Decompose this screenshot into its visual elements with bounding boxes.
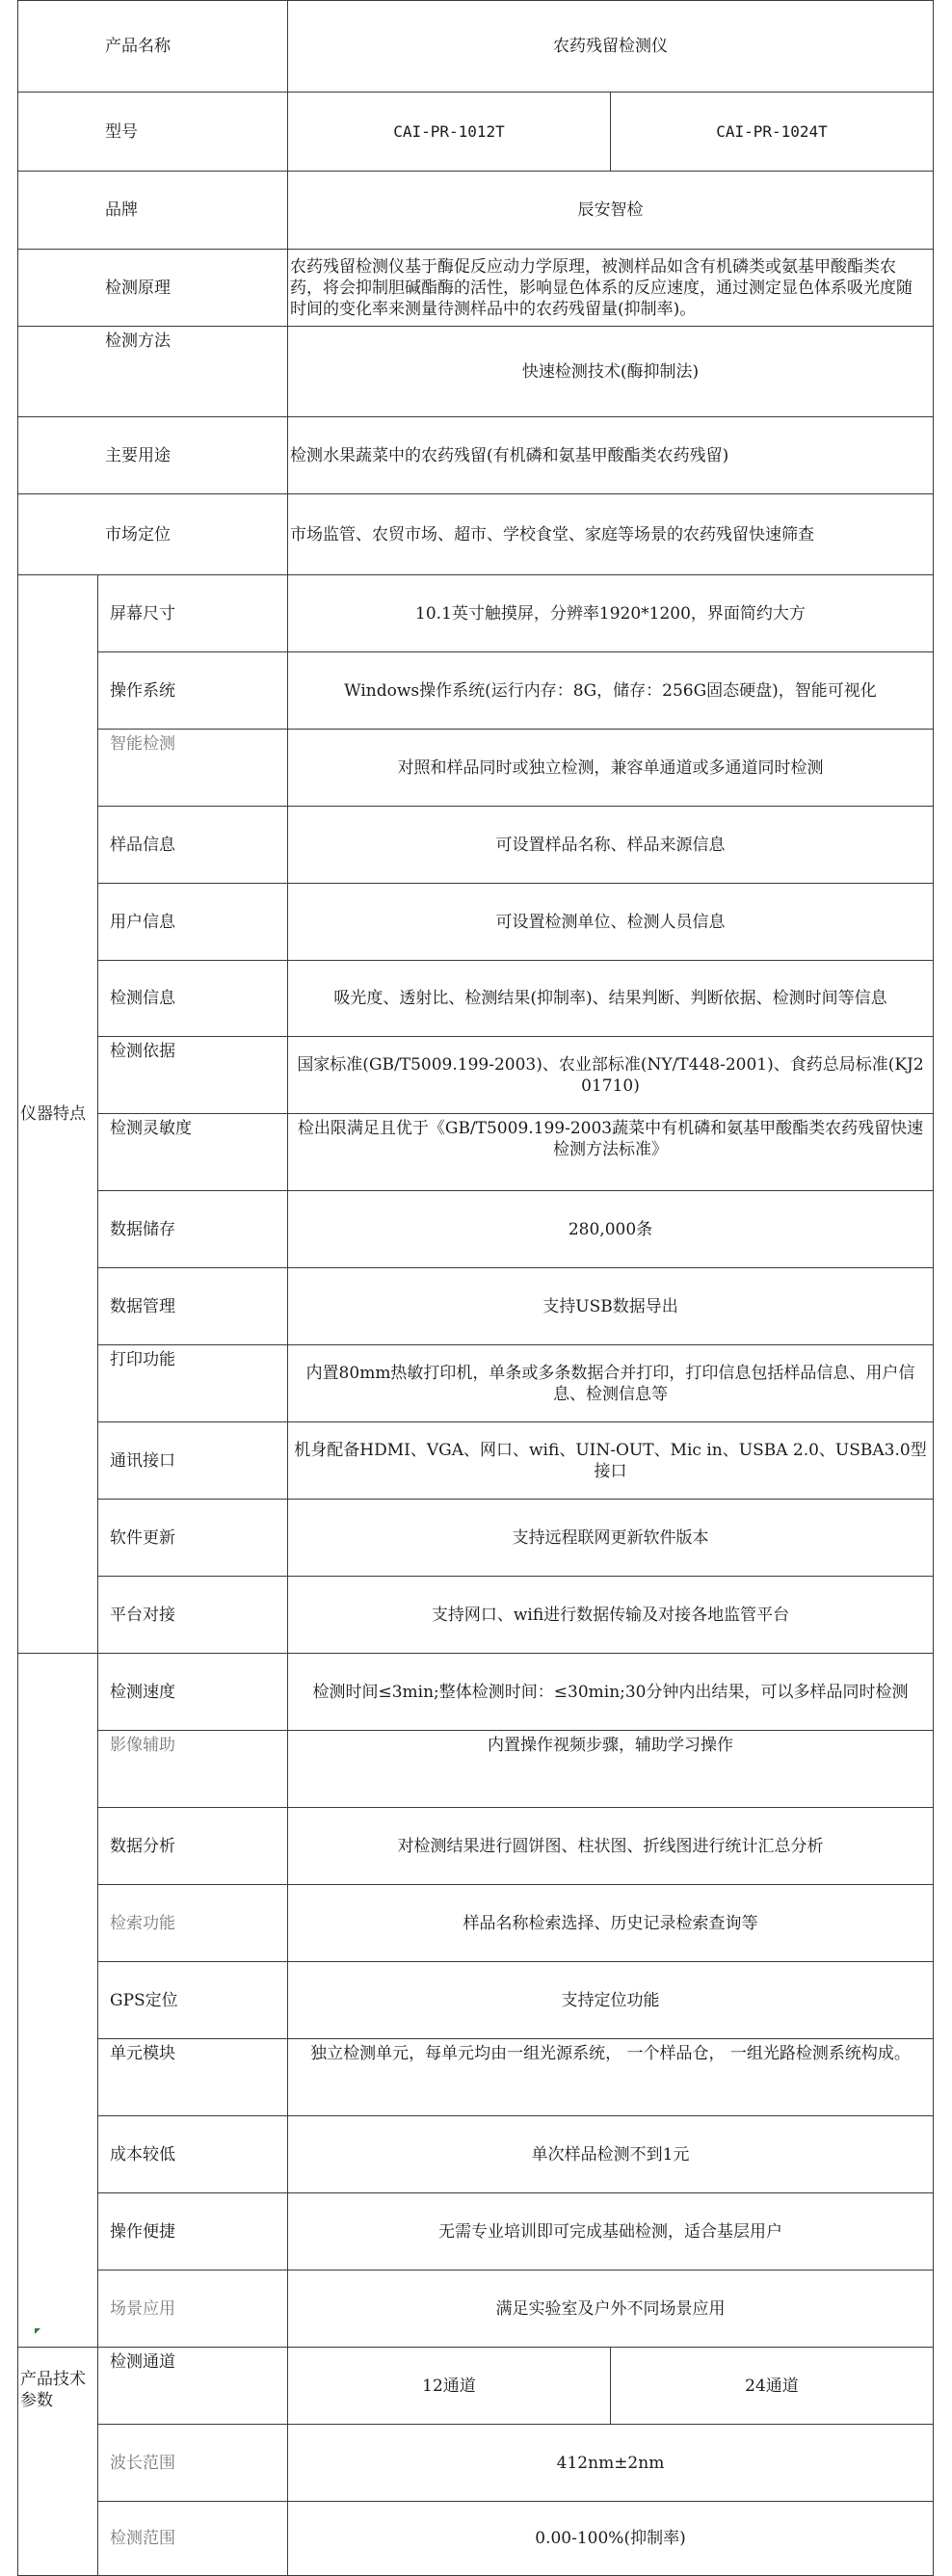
- spec-row-range: [18, 2502, 934, 2576]
- principle-value: 农药残留检测仪基于酶促反应动力学原理，被测样品如含有机磷类或氨基甲酸酯类农药，将会抑制胆碱酯酶的活性，影响显色体系的反应速度，通过测定显色体系吸光度随时间的变化率来测量待测样品中的农药残留量(抑制率)。: [288, 250, 934, 327]
- brand-label: 品牌: [18, 172, 288, 250]
- feature-row: [18, 1422, 934, 1500]
- spec-row-channels: [18, 2348, 934, 2425]
- feature-row: [18, 1731, 934, 1808]
- product-name-label: 产品名称: [18, 1, 288, 93]
- row-brand: [18, 172, 934, 250]
- features-group-label: 仪器特点: [18, 575, 98, 1654]
- spec-table: [17, 0, 934, 2576]
- feature-row: [18, 1500, 934, 1577]
- row-product-name: [18, 1, 934, 93]
- feature-value: 可设置检测单位、检测人员信息: [288, 884, 934, 961]
- feature-row: [18, 1114, 934, 1191]
- usage-value: 检测水果蔬菜中的农药残留(有机磷和氨基甲酸酯类农药残留): [288, 417, 934, 494]
- feature-row: [18, 1962, 934, 2039]
- method-value: 快速检测技术(酶抑制法): [288, 327, 934, 417]
- feature-label: 操作系统: [98, 652, 288, 730]
- feature-label: 用户信息: [98, 884, 288, 961]
- feature-row: [18, 652, 934, 730]
- feature-value: 机身配备HDMI、VGA、网口、wifi、UIN-OUT、Mic in、USBA 2.0、USBA3.0型接口: [288, 1422, 934, 1500]
- market-value: 市场监管、农贸市场、超市、学校食堂、家庭等场景的农药残留快速筛查: [288, 494, 934, 575]
- specs-group-label: 产品技术参数: [18, 2348, 98, 2576]
- feature-value: 支持网口、wifi进行数据传输及对接各地监管平台: [288, 1577, 934, 1654]
- method-label: 检测方法: [18, 327, 288, 417]
- feature-value: 支持远程联网更新软件版本: [288, 1500, 934, 1577]
- spec-sheet: [17, 0, 933, 2576]
- feature-value: 10.1英寸触摸屏，分辨率1920*1200，界面简约大方: [288, 575, 934, 652]
- brand-value: 辰安智检: [288, 172, 934, 250]
- feature-value: 吸光度、透射比、检测结果(抑制率)、结果判断、判断依据、检测时间等信息: [288, 961, 934, 1037]
- model-label: 型号: [18, 93, 288, 172]
- feature-row: [18, 1037, 934, 1114]
- feature-label: 操作便捷: [98, 2193, 288, 2271]
- feature-value: 280,000条: [288, 1191, 934, 1268]
- feature-row: [18, 1345, 934, 1422]
- feature-label: 数据分析: [98, 1808, 288, 1885]
- feature-label: 检索功能: [98, 1885, 288, 1962]
- feature-row: [18, 1268, 934, 1345]
- range-label: 检测范围: [98, 2502, 288, 2576]
- row-market: [18, 494, 934, 575]
- feature-label: 通讯接口: [98, 1422, 288, 1500]
- feature-label: 样品信息: [98, 807, 288, 884]
- feature-value: 可设置样品名称、样品来源信息: [288, 807, 934, 884]
- corner-marker: [35, 2328, 40, 2334]
- features-group-blank: [18, 1654, 98, 2348]
- model-value-1024t: CAI-PR-1024T: [611, 93, 934, 172]
- wavelength-label: 波长范围: [98, 2425, 288, 2502]
- feature-label: 打印功能: [98, 1345, 288, 1422]
- feature-row: [18, 884, 934, 961]
- feature-label: 数据储存: [98, 1191, 288, 1268]
- feature-value: 内置操作视频步骤，辅助学习操作: [288, 1731, 934, 1808]
- principle-label: 检测原理: [18, 250, 288, 327]
- feature-label: 数据管理: [98, 1268, 288, 1345]
- feature-value: 国家标准(GB/T5009.199-2003)、农业部标准(NY/T448-2001)、食药总局标准(KJ201710): [288, 1037, 934, 1114]
- usage-label: 主要用途: [18, 417, 288, 494]
- feature-row: [18, 575, 934, 652]
- feature-value: 检出限满足且优于《GB/T5009.199-2003蔬菜中有机磷和氨基甲酸酯类农药残留快速检测方法标准》: [288, 1114, 934, 1191]
- feature-value: 无需专业培训即可完成基础检测，适合基层用户: [288, 2193, 934, 2271]
- channels-value-24: 24通道: [611, 2348, 934, 2425]
- row-method: [18, 327, 934, 417]
- row-model: [18, 93, 934, 172]
- feature-row: [18, 1191, 934, 1268]
- feature-label: 软件更新: [98, 1500, 288, 1577]
- feature-value: 满足实验室及户外不同场景应用: [288, 2271, 934, 2348]
- feature-label: 屏幕尺寸: [98, 575, 288, 652]
- feature-label: 检测速度: [98, 1654, 288, 1731]
- feature-label: 检测灵敏度: [98, 1114, 288, 1191]
- feature-row: [18, 1577, 934, 1654]
- feature-label: GPS定位: [98, 1962, 288, 2039]
- feature-value: 样品名称检索选择、历史记录检索查询等: [288, 1885, 934, 1962]
- feature-row: [18, 807, 934, 884]
- feature-value: 对照和样品同时或独立检测，兼容单通道或多通道同时检测: [288, 730, 934, 807]
- row-principle: [18, 250, 934, 327]
- feature-row: [18, 1654, 934, 1731]
- feature-label: 检测依据: [98, 1037, 288, 1114]
- market-label: 市场定位: [18, 494, 288, 575]
- channels-label: 检测通道: [98, 2348, 288, 2425]
- product-name-value: 农药残留检测仪: [288, 1, 934, 93]
- feature-value: 内置80mm热敏打印机，单条或多条数据合并打印，打印信息包括样品信息、用户信息、检测信息等: [288, 1345, 934, 1422]
- feature-row: [18, 2116, 934, 2193]
- feature-value: 检测时间≤3min;整体检测时间：≤30min;30分钟内出结果，可以多样品同时检测: [288, 1654, 934, 1731]
- feature-label: 场景应用: [98, 2271, 288, 2348]
- feature-label: 影像辅助: [98, 1731, 288, 1808]
- feature-label: 成本较低: [98, 2116, 288, 2193]
- feature-value: 单次样品检测不到1元: [288, 2116, 934, 2193]
- feature-value: 支持USB数据导出: [288, 1268, 934, 1345]
- feature-row: [18, 1808, 934, 1885]
- feature-label: 平台对接: [98, 1577, 288, 1654]
- wavelength-value: 412nm±2nm: [288, 2425, 934, 2502]
- feature-row: [18, 961, 934, 1037]
- feature-label: 检测信息: [98, 961, 288, 1037]
- feature-value: 支持定位功能: [288, 1962, 934, 2039]
- feature-value: 独立检测单元，每单元均由一组光源系统， 一个样品仓， 一组光路检测系统构成。: [288, 2039, 934, 2116]
- channels-value-12: 12通道: [288, 2348, 611, 2425]
- feature-label: 智能检测: [98, 730, 288, 807]
- feature-row: [18, 2193, 934, 2271]
- feature-value: Windows操作系统(运行内存：8G，储存：256G固态硬盘)，智能可视化: [288, 652, 934, 730]
- range-value: 0.00-100%(抑制率): [288, 2502, 934, 2576]
- spec-row-wavelength: [18, 2425, 934, 2502]
- feature-row: [18, 1885, 934, 1962]
- feature-label: 单元模块: [98, 2039, 288, 2116]
- row-usage: [18, 417, 934, 494]
- feature-row: [18, 730, 934, 807]
- feature-value: 对检测结果进行圆饼图、柱状图、折线图进行统计汇总分析: [288, 1808, 934, 1885]
- feature-row: [18, 2271, 934, 2348]
- feature-row: [18, 2039, 934, 2116]
- model-value-1012t: CAI-PR-1012T: [288, 93, 611, 172]
